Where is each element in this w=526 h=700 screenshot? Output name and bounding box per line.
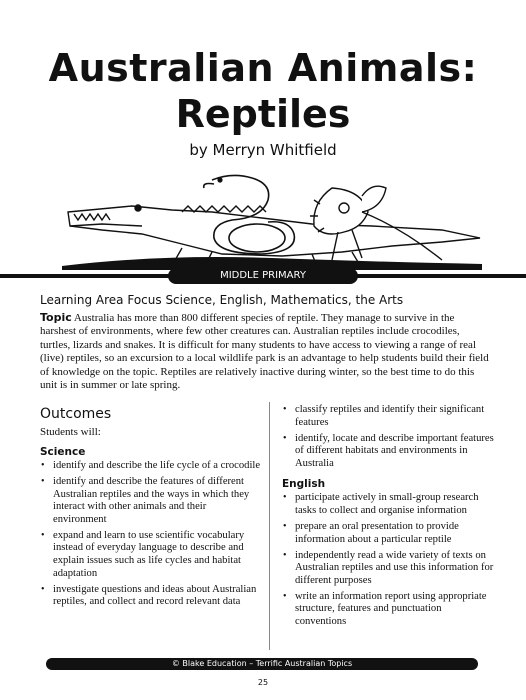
title-line-2: Reptiles (175, 92, 351, 136)
bullet-icon: • (283, 590, 287, 602)
bullet-icon: • (283, 549, 287, 561)
topic-label: Topic (40, 311, 72, 324)
english-list (282, 492, 494, 628)
topic-paragraph (40, 311, 492, 392)
english-heading: English (282, 478, 326, 491)
title-line-1: Australian Animals: (48, 46, 478, 90)
list-item: • independently read a wide variety of texts on Australian reptiles and use this information for different purposes (283, 549, 494, 586)
topic-text: Australia has more than 800 different species of reptile. They manage to survive in the harshest of environments, where few other creatures can. Australian reptiles include crocodiles, turtles, lizards and snakes. It is difficult for many students to have access to viewing a range of real (live) reptiles, so an excursion to a local wildlife park is an advantage to help students build their field of knowledge on the topic. Reptiles are relatively inactive during winter, so the best time to do this unit is in summer or late spring. (40, 312, 489, 392)
byline: by Merryn Whitfield (189, 141, 337, 159)
science-list-continued (282, 404, 494, 470)
outcomes-left-column (40, 406, 262, 612)
list-item: • investigate questions and ideas about Australian reptiles, and collect and record relevant data (41, 583, 257, 608)
learning-area-focus (40, 293, 500, 307)
bullet-icon: • (41, 460, 45, 471)
focus-label: Learning Area Focus (40, 293, 162, 307)
reptiles-illustration (62, 168, 482, 270)
bullet-icon: • (283, 520, 287, 532)
outcomes-right-column (282, 404, 494, 632)
outcomes-intro: Students will: (40, 426, 101, 438)
banner-label: MIDDLE PRIMARY (168, 268, 358, 284)
list-item: • identify and describe the life cycle of a crocodile (41, 460, 261, 471)
crocodile-illustration (68, 205, 480, 264)
list-item: • write an information report using appropriate structure, features and punctuation conventions (283, 590, 487, 627)
list-item: • identify and describe the features of different Australian reptiles and the ways in which they interact with other animals and their environment (41, 475, 250, 525)
list-item: • participate actively in small-group research tasks to collect and organise information (283, 492, 479, 516)
level-banner (0, 268, 526, 284)
list-item: • classify reptiles and identify their significant features (283, 404, 485, 428)
science-list (40, 460, 262, 609)
bullet-icon: • (283, 492, 287, 504)
science-heading: Science (40, 446, 86, 458)
bullet-icon: • (41, 583, 45, 595)
footer-bar: © Blake Education – Terrific Australian Topics (46, 658, 478, 670)
bullet-icon: • (283, 404, 287, 415)
page-number: 25 (257, 678, 269, 687)
focus-text: Science, English, Mathematics, the Arts (161, 293, 404, 307)
bullet-icon: • (41, 529, 45, 541)
list-item: • expand and learn to use scientific vocabulary instead of everyday language to describe and explain issues such as life cycles and habitat adaptation (41, 529, 245, 579)
bullet-icon: • (41, 475, 45, 487)
outcomes-heading: Outcomes (40, 406, 112, 422)
bullet-icon: • (283, 432, 287, 444)
column-divider (269, 402, 270, 650)
list-item: • prepare an oral presentation to provide information about a particular reptile (283, 520, 459, 545)
list-item: • identify, locate and describe important features of different habitats and environments in Australia (283, 432, 494, 469)
